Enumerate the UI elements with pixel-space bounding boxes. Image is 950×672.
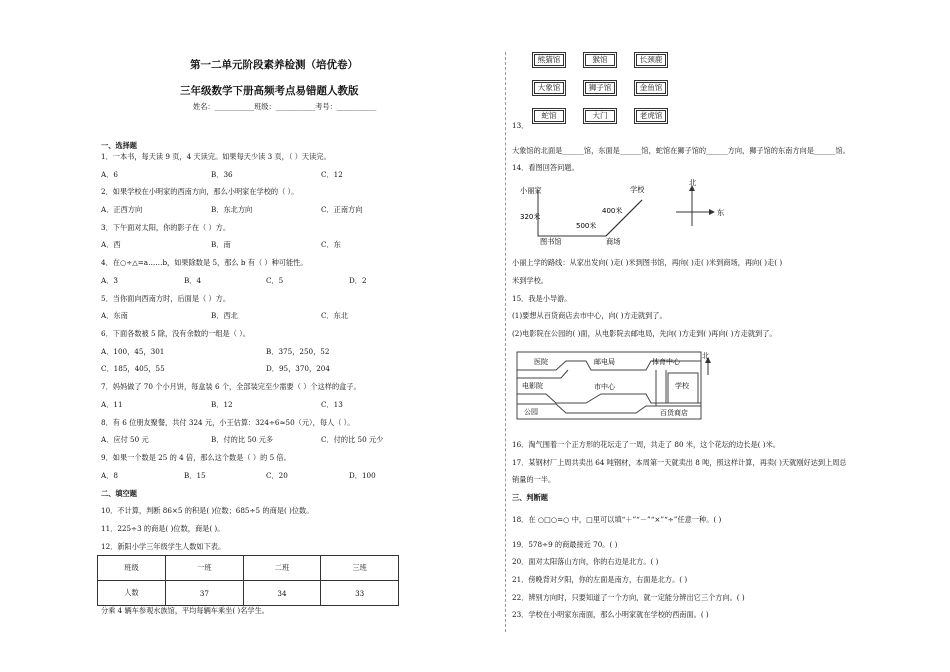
question-18: 18．在 ○□○=○ 中，□里可以填“＋”“－”“×”“÷”任意一种。( )	[512, 515, 722, 524]
question-12-continued: 分乘 4 辆车参观水族馆，平均每辆车乘坐( )名学生。	[101, 606, 269, 615]
q9-option-b: B．15	[184, 471, 206, 480]
table-header-row	[98, 556, 399, 581]
q8-option-a: A．应付 50 元	[101, 435, 149, 444]
q4-option-a: A．3	[101, 276, 118, 285]
question-6: 6．下面各数被 5 除，没有余数的一组是（ ）。	[101, 329, 250, 338]
q4-option-c: C．5	[266, 276, 284, 285]
q7-option-c: C．13	[321, 400, 343, 409]
label-home: 小丽家	[520, 186, 542, 195]
q6-option-c: C．185，405，55	[101, 364, 165, 373]
question-14: 14．看图回答问题。	[512, 163, 579, 172]
q3-option-b: B．南	[211, 240, 231, 249]
table-header-cell: 班级	[98, 556, 166, 581]
label-post-office: 邮电局	[594, 358, 615, 366]
q8-option-b: B．付的比 50 元多	[211, 435, 274, 444]
q2-option-c: C．正南方向	[321, 205, 363, 214]
q9-option-a: A．8	[101, 471, 118, 480]
student-info-line: 姓名：___________班级：___________考号：___________	[193, 102, 377, 111]
section-fill-heading: 二、填空题	[101, 489, 137, 498]
question-7: 7．妈妈做了 70 个小月饼，每盒装 6 个，全部装完至少需要（ ）个这样的盒子。	[101, 382, 361, 391]
page-subtitle: 三年级数学下册高频考点易错题人教版	[180, 85, 359, 97]
question-1: 1．一本书，每天读 9 页，4 天读完。如果每天少读 3 页，（ ）天读完。	[101, 152, 331, 161]
question-9: 9．如果一个数是 25 的 4 倍，那么这个数是（ ）的 5 倍。	[101, 453, 291, 462]
zoo-cell-gate: 大门	[583, 108, 617, 124]
table-header-cell: 三班	[321, 556, 399, 581]
label-library: 图书馆	[540, 237, 562, 246]
question-13: 13．	[512, 121, 529, 130]
east-arrow-icon	[709, 209, 715, 215]
q5-option-b: B．西北	[211, 311, 238, 320]
q9-option-c: C．20	[266, 471, 288, 480]
label-distance-500: 500米	[576, 222, 597, 230]
section-judge-heading: 三、判断题	[512, 493, 548, 502]
label-sports-center: 体育中心	[652, 358, 680, 366]
question-16: 16．淘气围着一个正方形的花坛走了一周，共走了 80 米，这个花坛的边长是( )米。	[512, 440, 780, 449]
page-divider	[505, 52, 506, 632]
label-distance-320: 320米	[520, 213, 541, 221]
question-3: 3．下午面对太阳，你的影子在（ ）方。	[101, 223, 231, 232]
zoo-cell-panda: 熊猫馆	[532, 52, 566, 68]
q7-option-b: B．12	[211, 400, 233, 409]
q8-option-c: C．付的比 50 元少	[321, 435, 384, 444]
q1-option-b: B．36	[211, 170, 233, 179]
section-choice-heading: 一、选择题	[101, 141, 137, 150]
label-hospital: 医院	[534, 358, 548, 366]
label-mall: 商场	[606, 237, 621, 246]
question-5: 5．当你面向西南方时，后面是（ ）方。	[101, 294, 231, 303]
question-23: 23．学校在小明家东南面，那么小明家就在学校的西南面。( )	[512, 610, 709, 619]
route-map-diagram	[512, 176, 752, 248]
compass-north-label: 北	[689, 178, 697, 187]
label-school: 学校	[630, 185, 645, 194]
zoo-cell-elephant: 大象馆	[532, 80, 566, 96]
compass-east-label: 东	[717, 208, 725, 217]
class-size-table	[97, 555, 399, 606]
table-header-cell: 一班	[166, 556, 244, 581]
q2-option-a: A．正西方向	[101, 205, 143, 214]
q6-option-d: D．95，370，204	[266, 364, 330, 373]
zoo-cell-tiger: 老虎馆	[634, 108, 668, 124]
question-14-text: 小丽上学的路线：从家出发向( )走( )米到图书馆，再向( )走( )米到商场，再向( )走( )	[512, 258, 783, 267]
label-school: 学校	[675, 382, 689, 390]
table-cell: 34	[243, 581, 321, 606]
q3-option-a: A．西	[101, 240, 121, 249]
q4-option-b: B．4	[184, 276, 202, 285]
q2-option-b: B．东北方向	[211, 205, 253, 214]
question-21: 21．傍晚背对夕阳，你的左面是南方，右面是北方。( )	[512, 575, 688, 584]
q6-option-b: B．375，250，52	[266, 347, 330, 356]
q5-option-c: C．东北	[321, 311, 349, 320]
city-map-diagram	[516, 351, 716, 423]
question-15-part-1: (1)要想从百货商店去市中心，向( )方走就到了。	[512, 311, 667, 320]
question-2: 2．如果学校在小明家的西南方向，那么小明家在学校的（ ）。	[101, 187, 299, 196]
q6-option-a: A．100，45，301	[101, 347, 165, 356]
label-city-center: 市中心	[594, 383, 615, 391]
q1-option-a: A．6	[101, 170, 118, 179]
question-20: 20．面对太阳落山方向，你的右边是北方。( )	[512, 557, 659, 566]
zoo-cell-monkey: 猴馆	[583, 52, 617, 68]
zoo-cell-goldfish: 金鱼馆	[634, 80, 668, 96]
label-distance-400: 400米	[602, 207, 623, 215]
question-22: 22．辨别方向时，只要知道了一个方向，就一定能分辨出它三个方向。( )	[512, 593, 745, 602]
q7-option-a: A．11	[101, 400, 123, 409]
question-14-text-end: 米到学校。	[512, 276, 548, 285]
question-4: 4．在○÷△=a……b，如果除数是 5，那么 b 有（ ）种可能性。	[101, 258, 308, 267]
table-cell: 33	[321, 581, 399, 606]
question-15-part-2: (2)电影院在公园的( )面，从电影院去邮电局，先向( )方走到( )再向( )方走就到了。	[512, 329, 777, 338]
label-cinema: 电影院	[522, 382, 543, 390]
question-10: 10．不计算，判断 86×5 的积是( )位数；685÷5 的商是( )位数。	[101, 506, 314, 515]
q9-option-d: D．100	[349, 471, 376, 480]
zoo-cell-giraffe: 长颈鹿	[634, 52, 668, 68]
question-17-end: 销量的一半。	[512, 475, 556, 484]
page-title: 第一二单元阶段素养检测（培优卷）	[190, 59, 358, 71]
question-13-text: 大象馆的北面是______馆，东面是______馆，蛇馆在狮子馆的______方向，狮子馆的东南方向是______馆。	[512, 146, 850, 155]
question-11: 11．225÷3 的商是( )位数，商是( )。	[101, 524, 225, 533]
q3-option-c: C．东	[321, 240, 341, 249]
q4-option-d: D．2	[349, 276, 367, 285]
q1-option-c: C．12	[321, 170, 343, 179]
table-row	[98, 581, 399, 606]
zoo-cell-lion: 狮子馆	[583, 80, 617, 96]
table-cell: 37	[166, 581, 244, 606]
zoo-cell-snake: 蛇馆	[532, 108, 566, 124]
question-17: 17．某钢材厂上周共卖出 64 吨钢材，本周第一天就卖出 8 吨，照这样计算，再卖( )天就刚好达到上周总	[512, 458, 847, 467]
question-12: 12．新阳小学三年级学生人数如下表。	[101, 542, 226, 551]
label-department-store: 百货商店	[660, 409, 688, 417]
table-header-cell: 二班	[243, 556, 321, 581]
label-park: 公园	[524, 408, 538, 416]
table-cell: 人数	[98, 581, 166, 606]
north-label: 北	[702, 352, 709, 360]
question-8: 8．有 6 位朋友聚餐，共付 324 元，小王估算：324÷6≈50（元），每人（ ）。	[101, 418, 355, 427]
question-19: 19．578÷9 的商最接近 70。( )	[512, 540, 618, 549]
q5-option-a: A．东南	[101, 311, 128, 320]
question-15: 15．我是小导游。	[512, 294, 572, 303]
